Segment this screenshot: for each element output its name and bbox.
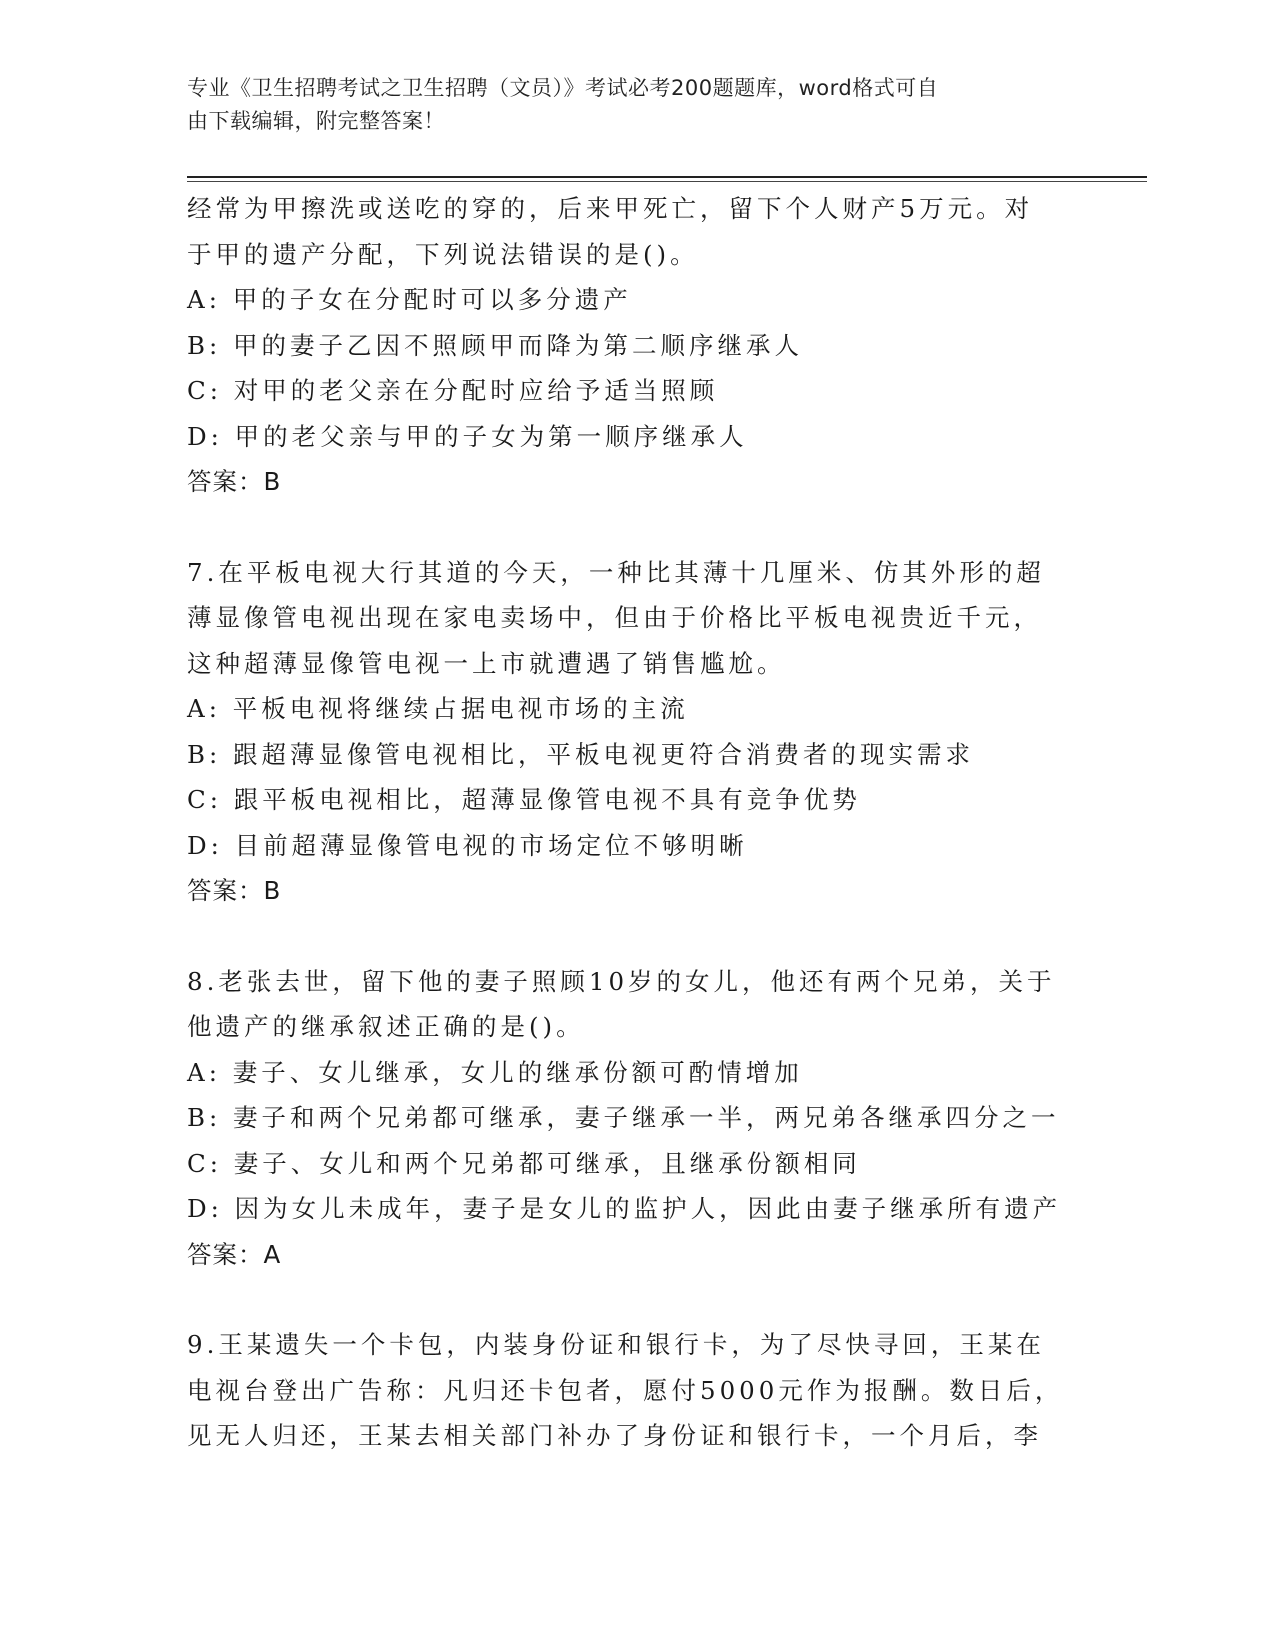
document-header: [187, 72, 1087, 138]
option-d: D: 目前超薄显像管电视的市场定位不够明晰: [187, 830, 748, 860]
option-a: A: 妻子、女儿继承，女儿的继承份额可酌情增加: [187, 1057, 803, 1087]
option-b: B: 跟超薄显像管电视相比，平板电视更符合消费者的现实需求: [187, 739, 975, 769]
option-a: A: 甲的子女在分配时可以多分遗产: [187, 285, 632, 314]
question-text-line: 这种超薄显像管电视一上市就遭遇了销售尴尬。: [187, 648, 786, 678]
option-c: C: 妻子、女儿和两个兄弟都可继承，且继承份额相同: [187, 1148, 861, 1178]
question-8: [187, 959, 1087, 1278]
question-text-line: 7.在平板电视大行其道的今天，一种比其薄十几厘米、仿其外形的超: [187, 557, 1045, 587]
question-text-line: 他遗产的继承叙述正确的是()。: [187, 1012, 585, 1041]
option-c: C: 跟平板电视相比，超薄显像管电视不具有竞争优势: [187, 785, 861, 814]
question-text-line: 电视台登出广告称：凡归还卡包者，愿付5000元作为报酬。数日后，: [187, 1375, 1064, 1405]
question-text-line: 见无人归还，王某去相关部门补办了身份证和银行卡，一个月后，李: [187, 1421, 1042, 1450]
option-a: A: 平板电视将继续占据电视市场的主流: [187, 694, 689, 723]
header-line-1: 专业《卫生招聘考试之卫生招聘（文员）》考试必考200题题库，word格式可自: [187, 76, 939, 100]
question-text-line: 于甲的遗产分配，下列说法错误的是()。: [187, 239, 699, 269]
question-7: [187, 550, 1087, 914]
spacer: [187, 505, 1087, 550]
option-b: B: 妻子和两个兄弟都可继承，妻子继承一半，两兄弟各继承四分之一: [187, 1103, 1060, 1132]
option-c: C: 对甲的老父亲在分配时应给予适当照顾: [187, 376, 719, 405]
document-body: [187, 186, 1087, 1459]
question-text-line: 薄显像管电视出现在家电卖场中，但由于价格比平板电视贵近千元，: [187, 603, 1042, 632]
header-line-2: 由下载编辑，附完整答案！: [187, 109, 445, 133]
option-d: D: 甲的老父亲与甲的子女为第一顺序继承人: [187, 421, 748, 451]
answer-line: 答案：B: [187, 876, 282, 905]
question-text-line: 8.老张去世，留下他的妻子照顾10岁的女儿，他还有两个兄弟，关于: [187, 966, 1056, 996]
spacer: [187, 914, 1087, 959]
answer-line: 答案：A: [187, 1239, 282, 1269]
header-divider-thin: [187, 181, 1147, 182]
answer-line: 答案：B: [187, 467, 282, 496]
option-b: B: 甲的妻子乙因不照顾甲而降为第二顺序继承人: [187, 330, 804, 360]
header-divider-thick: [187, 176, 1147, 178]
question-9: [187, 1322, 1087, 1459]
spacer: [187, 1277, 1087, 1322]
question-text-line: 9.王某遗失一个卡包，内装身份证和银行卡，为了尽快寻回，王某在: [187, 1330, 1045, 1359]
question-6: [187, 186, 1087, 505]
option-d: D: 因为女儿未成年，妻子是女儿的监护人，因此由妻子继承所有遗产: [187, 1194, 1062, 1223]
question-text-line: 经常为甲擦洗或送吃的穿的，后来甲死亡，留下个人财产5万元。对: [187, 194, 1034, 223]
